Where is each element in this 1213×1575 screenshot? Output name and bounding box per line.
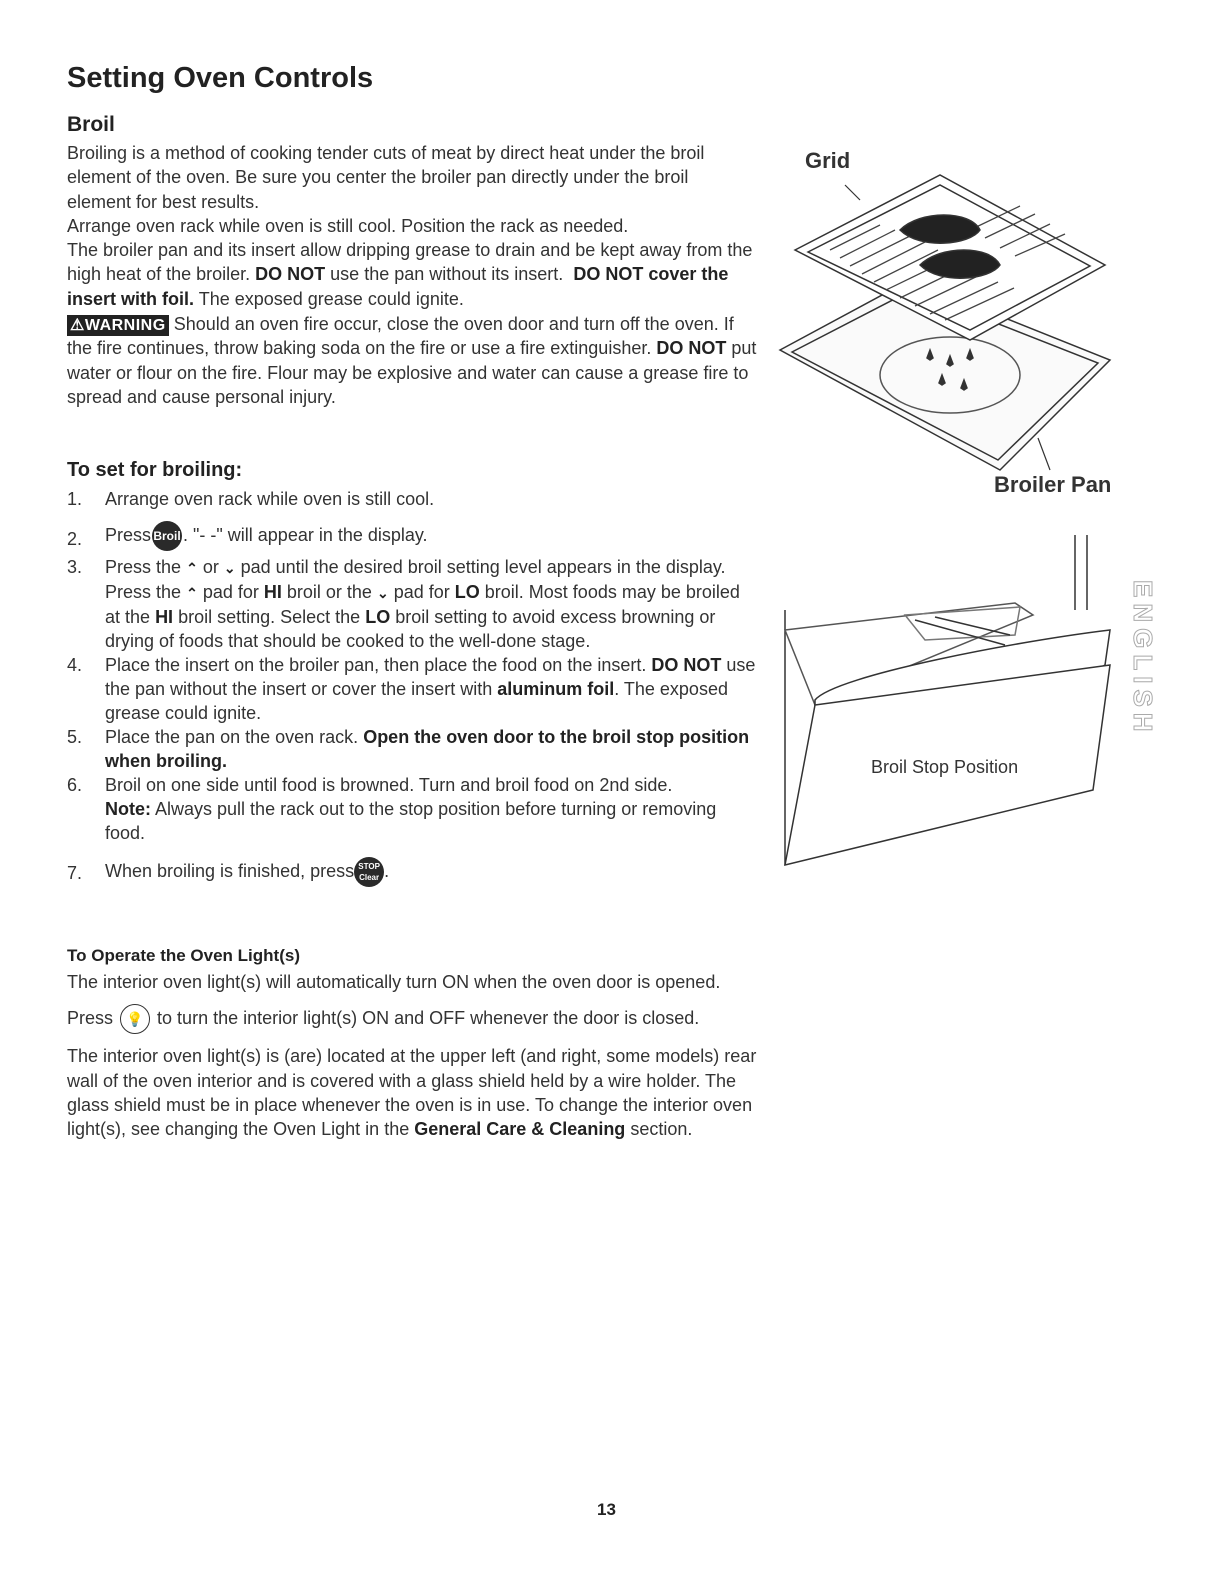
page-number: 13 — [597, 1500, 616, 1519]
set-broiling-heading: To set for broiling: — [67, 459, 243, 481]
broil-steps-list — [67, 487, 757, 887]
step-4: 4. Place the insert on the broiler pan, then place the food on the insert. DO NOT use the pan without the insert or cover the insert with aluminum foil. The exposed grease could ignite. — [67, 655, 756, 723]
broil-intro — [67, 141, 757, 409]
step-7: 7. When broiling is finished, press STOP Clear . — [67, 857, 757, 887]
step-2: 2. Press Broil . "- -" will appear in the display. — [67, 521, 757, 551]
broil-pad-icon: Broil — [152, 521, 182, 551]
light-paragraph-3: The interior oven light(s) is (are) located at the upper left (and right, some models) rear wall of the oven interior and is covered with a glass shield held by a wire holder. The glass shield must be in place whenever the oven is in use. To change the interior oven light(s), see changing the Oven Light in the General Care & Cleaning section. — [67, 1046, 757, 1140]
step-6: 6. Broil on one side until food is browned. Turn and broil food on 2nd side. Note: Always pull the rack out to the stop position before turning or removing food. — [67, 775, 717, 843]
warning-paragraph: ⚠WARNING Should an oven fire occur, close the oven door and turn off the oven. If the fire continues, throw baking soda on the fire or use a fire extinguisher. DO NOT put water or flour on the fire. Flour may be explosive and water can cause a grease fire to spread and cause personal injury. — [67, 314, 757, 407]
broiler-pan-label: Broiler Pan — [994, 472, 1112, 497]
light-paragraph-2: Press 💡 to turn the interior light(s) ON and OFF whenever the door is closed. — [67, 1004, 757, 1034]
language-side-tab: ENGLISH — [1128, 580, 1158, 738]
warning-triangle-icon: ⚠ — [70, 317, 85, 335]
broiler-pan-illustration — [770, 170, 1130, 480]
oven-light-heading: To Operate the Oven Light(s) — [67, 946, 300, 965]
broil-stop-position-label: Broil Stop Position — [871, 757, 1019, 777]
down-arrow-icon: ⌄ — [376, 585, 389, 601]
step-5: 5. Place the pan on the oven rack. Open the oven door to the broil stop position when broiling. — [67, 727, 750, 771]
broil-heading: Broil — [67, 113, 115, 136]
step-3: 3. Press the ⌃ or ⌄ pad until the desired broil setting level appears in the display. Press the ⌃ pad for HI broil or the ⌄ pad for LO broil. Most foods may be broiled at the HI broil setting. Select the LO broil setting to avoid excess browning or drying of foods that should be cooked to the well-done stage. — [67, 557, 740, 651]
page-title: Setting Oven Controls — [67, 62, 374, 94]
grid-label: Grid — [805, 148, 851, 173]
broil-paragraph-1: Broiling is a method of cooking tender cuts of meat by direct heat under the broil element of the oven. Be sure you center the broiler pan directly under the broil element for best results. — [67, 143, 705, 212]
up-arrow-icon: ⌃ — [186, 585, 198, 601]
down-arrow-icon: ⌄ — [223, 560, 236, 576]
light-bulb-icon: 💡 — [120, 1004, 150, 1034]
broil-paragraph-3: The broiler pan and its insert allow dripping grease to drain and be kept away from the high heat of the broiler. DO NOT use the pan without its insert. DO NOT cover the insert with foil. The exposed grease could ignite. — [67, 240, 753, 309]
oven-door-illustration — [775, 535, 1115, 875]
step-1: 1. Arrange oven rack while oven is still cool. — [67, 489, 435, 509]
oven-light-section — [67, 970, 757, 1141]
warning-badge: ⚠WARNING — [67, 315, 169, 336]
stop-clear-pad-icon: STOP Clear — [354, 857, 384, 887]
light-paragraph-1: The interior oven light(s) will automatically turn ON when the oven door is opened. — [67, 972, 721, 992]
broil-paragraph-2: Arrange oven rack while oven is still cool. Position the rack as needed. — [67, 215, 629, 236]
up-arrow-icon: ⌃ — [186, 560, 198, 576]
